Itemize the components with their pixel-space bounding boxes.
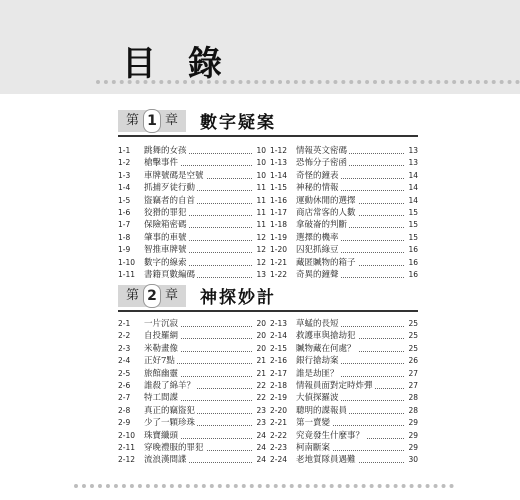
toc-entry-number: 2-9 — [118, 418, 131, 428]
toc-entry-page: 15 — [406, 207, 418, 219]
toc-entry-title: 運動休閒的選擇 — [296, 195, 356, 206]
toc-entry-title: 贓物藏在何處？ — [296, 343, 356, 354]
toc-entry-number: 1-14 — [270, 170, 288, 180]
chapter-2-right-column — [270, 318, 418, 467]
toc-entry-number: 2-21 — [270, 418, 288, 428]
toc-entry-title: 奇怪的鐘表 — [296, 170, 339, 181]
toc-entry-number: 1-2 — [118, 158, 131, 168]
toc-entry-title: 聰明的諜報員 — [296, 405, 348, 416]
toc-entry-title: 少了一顆珍珠 — [144, 418, 196, 429]
toc-entry — [270, 145, 418, 157]
chapter-2-label — [118, 285, 186, 307]
toc-entry — [270, 442, 418, 454]
toc-entry — [270, 207, 418, 219]
toc-entry — [118, 232, 266, 244]
chapter-1-right-column — [270, 145, 418, 281]
toc-entry-number: 1-1 — [118, 146, 131, 155]
toc-entry — [270, 244, 418, 256]
chapter-2-left-column — [118, 318, 266, 467]
toc-entry-number: 2-22 — [270, 430, 288, 440]
toc-entry-title: 情報員面對定時炸彈 — [296, 380, 373, 391]
toc-entry — [118, 442, 266, 454]
toc-entry-number: 2-12 — [118, 455, 136, 465]
toc-entry-title: 流浪漢間諜 — [144, 455, 187, 466]
toc-entry — [118, 368, 266, 380]
toc-entry-page: 13 — [406, 145, 418, 157]
toc-entry-title: 特工間諜 — [144, 393, 179, 404]
chapter-1-heading — [118, 108, 418, 138]
toc-entry — [118, 417, 266, 429]
toc-entry-title: 草蜢的長短 — [296, 319, 339, 329]
toc-entry-title: 保險箱密碼 — [144, 220, 187, 231]
toc-entry-page: 10 — [254, 170, 266, 182]
chapter-1-left-column — [118, 145, 266, 281]
toc-entry — [270, 454, 418, 466]
toc-entry-page: 16 — [406, 257, 418, 269]
toc-entry-number: 1-15 — [270, 183, 288, 193]
toc-entry-number: 1-4 — [118, 183, 131, 193]
toc-entry-title: 珠寶纖頭 — [144, 430, 179, 441]
toc-entry-number: 1-16 — [270, 195, 288, 205]
toc-entry-number: 2-20 — [270, 405, 288, 415]
toc-entry-number: 2-17 — [270, 368, 288, 378]
toc-entry — [118, 269, 266, 281]
toc-entry-title: 誰是劫匪？ — [296, 368, 339, 379]
toc-entry — [270, 417, 418, 429]
toc-entry-title: 一片沉寂 — [144, 319, 179, 329]
toc-entry-title: 抓捕歹徒行動 — [144, 183, 196, 194]
toc-entry-page: 12 — [254, 244, 266, 256]
toc-entry-page: 24 — [254, 454, 266, 466]
toc-entry-page: 20 — [254, 330, 266, 342]
toc-entry-page: 16 — [406, 269, 418, 281]
toc-entry-page: 22 — [254, 392, 266, 404]
toc-entry-number: 2-14 — [270, 331, 288, 341]
toc-entry — [118, 257, 266, 269]
toc-entry — [270, 157, 418, 169]
toc-entry-title: 槍擊事件 — [144, 158, 179, 169]
toc-entry-page: 12 — [254, 257, 266, 269]
toc-entry-page: 15 — [406, 219, 418, 231]
toc-entry — [118, 380, 266, 392]
toc-entry — [118, 392, 266, 404]
toc-entry-page: 11 — [254, 195, 266, 207]
toc-entry-title: 智推車牌號 — [144, 245, 187, 256]
chapter-2-number: 2 — [143, 284, 161, 308]
chapter-1-number: 1 — [143, 109, 161, 133]
toc-entry-page: 23 — [254, 405, 266, 417]
toc-entry-page: 13 — [406, 157, 418, 169]
toc-entry-title: 誰殺了綿羊？ — [144, 380, 196, 391]
toc-entry-title: 第一賣變 — [296, 418, 331, 429]
toc-entry — [270, 343, 418, 355]
toc-entry-number: 1-10 — [118, 257, 136, 267]
toc-entry — [270, 368, 418, 380]
toc-entry-number: 2-7 — [118, 393, 131, 403]
toc-entry-page: 27 — [406, 368, 418, 380]
toc-entry — [118, 318, 266, 330]
toc-entry-title: 米勒畫像 — [144, 343, 179, 354]
chapter-2-prefix: 第 — [126, 288, 140, 303]
toc-entry — [118, 219, 266, 231]
toc-entry-number: 2-5 — [118, 368, 131, 378]
toc-entry-page: 13 — [254, 269, 266, 281]
toc-entry-title: 正好7點 — [144, 356, 175, 367]
toc-entry-page: 25 — [406, 318, 418, 330]
toc-entry-number: 2-11 — [118, 442, 136, 452]
toc-entry — [270, 257, 418, 269]
toc-entry-number: 2-2 — [118, 331, 131, 341]
toc-entry-page: 29 — [406, 430, 418, 442]
toc-entry — [270, 232, 418, 244]
dotted-divider-bottom — [74, 484, 454, 488]
chapter-1-prefix: 第 — [126, 113, 140, 128]
toc-entry — [270, 430, 418, 442]
toc-entry-page: 16 — [406, 244, 418, 256]
toc-entry-number: 2-19 — [270, 393, 288, 403]
chapter-1-suffix: 章 — [165, 113, 179, 128]
toc-entry-page: 23 — [254, 417, 266, 429]
toc-entry-page: 29 — [406, 442, 418, 454]
chapter-2-heading — [118, 283, 418, 313]
toc-entry-page: 15 — [406, 232, 418, 244]
toc-entry-page: 11 — [254, 207, 266, 219]
toc-entry-number: 1-19 — [270, 232, 288, 242]
toc-entry-page: 10 — [254, 157, 266, 169]
toc-entry-page: 22 — [254, 380, 266, 392]
toc-entry-title: 數字的線索 — [144, 257, 187, 268]
toc-entry-page: 21 — [254, 355, 266, 367]
toc-entry — [270, 330, 418, 342]
toc-entry-page: 25 — [406, 343, 418, 355]
toc-entry-number: 2-23 — [270, 442, 288, 452]
toc-entry — [270, 182, 418, 194]
toc-entry-number: 1-3 — [118, 170, 131, 180]
chapter-2-title: 神探妙計 — [200, 288, 276, 308]
toc-entry-page: 14 — [406, 182, 418, 194]
toc-entry-number: 1-6 — [118, 207, 131, 217]
chapter-1-label — [118, 110, 186, 132]
toc-entry-number: 2-6 — [118, 380, 131, 390]
toc-entry — [270, 380, 418, 392]
toc-entry-title: 跳舞的女孩 — [144, 146, 187, 156]
page-title: 目 錄 — [122, 44, 232, 84]
toc-entry-title: 商店常客的人數 — [296, 207, 356, 218]
toc-entry-number: 2-3 — [118, 343, 131, 353]
toc-entry — [118, 330, 266, 342]
toc-entry-page: 20 — [254, 318, 266, 330]
toc-entry-number: 1-20 — [270, 245, 288, 255]
toc-entry-page: 27 — [406, 380, 418, 392]
toc-entry-number: 1-8 — [118, 232, 131, 242]
toc-entry — [270, 195, 418, 207]
toc-entry-title: 救護車與搶劫犯 — [296, 331, 356, 342]
toc-entry-number: 1-18 — [270, 220, 288, 230]
toc-entry — [118, 195, 266, 207]
chapter-1-rule — [118, 135, 418, 137]
chapter-2-suffix: 章 — [165, 288, 179, 303]
toc-entry-number: 1-17 — [270, 207, 288, 217]
toc-entry-page: 25 — [406, 330, 418, 342]
toc-entry-title: 神秘的情報 — [296, 183, 339, 194]
toc-entry-number: 2-15 — [270, 343, 288, 353]
toc-entry-title: 囚犯抓綠豆 — [296, 245, 339, 256]
toc-entry-title: 盜竊者的自首 — [144, 195, 196, 206]
toc-entry-number: 1-7 — [118, 220, 131, 230]
toc-entry-title: 情報英文密碼 — [296, 146, 348, 156]
toc-entry — [118, 405, 266, 417]
toc-entry — [270, 170, 418, 182]
toc-entry — [270, 219, 418, 231]
toc-entry-number: 2-8 — [118, 405, 131, 415]
toc-entry-page: 10 — [254, 145, 266, 157]
toc-entry-title: 書籍頁數編碼 — [144, 269, 196, 280]
toc-entry-title: 選擇的機率 — [296, 232, 339, 243]
toc-entry — [270, 405, 418, 417]
toc-entry-page: 30 — [406, 454, 418, 466]
toc-entry-number: 1-13 — [270, 158, 288, 168]
toc-entry-number: 1-12 — [270, 146, 288, 155]
toc-entry — [118, 170, 266, 182]
toc-entry-number: 2-10 — [118, 430, 136, 440]
toc-entry-number: 2-18 — [270, 380, 288, 390]
toc-entry — [118, 157, 266, 169]
toc-entry-number: 1-5 — [118, 195, 131, 205]
toc-entry-page: 24 — [254, 430, 266, 442]
toc-entry — [118, 430, 266, 442]
toc-entry-number: 1-9 — [118, 245, 131, 255]
toc-entry-title: 老地質隊員遇難 — [296, 455, 356, 466]
toc-entry-title: 穿晚禮服的罪犯 — [144, 442, 204, 453]
toc-entry-page: 28 — [406, 405, 418, 417]
toc-entry — [118, 207, 266, 219]
toc-entry-title: 恐怖分子密函 — [296, 158, 348, 169]
toc-entry — [118, 343, 266, 355]
toc-entry-title: 大偵探羅波 — [296, 393, 339, 404]
dotted-divider-top — [96, 80, 520, 84]
toc-entry-number: 2-13 — [270, 319, 288, 328]
toc-entry — [270, 355, 418, 367]
toc-entry-number: 1-11 — [118, 269, 136, 279]
toc-entry — [270, 318, 418, 330]
chapter-2-rule — [118, 310, 418, 312]
toc-entry-title: 銀行搶劫案 — [296, 356, 339, 367]
toc-entry — [118, 145, 266, 157]
toc-entry-title: 自投羅網 — [144, 331, 179, 342]
toc-entry — [118, 244, 266, 256]
toc-entry — [270, 392, 418, 404]
toc-entry-number: 1-22 — [270, 269, 288, 279]
toc-entry-number: 2-4 — [118, 356, 131, 366]
toc-entry-page: 29 — [406, 417, 418, 429]
toc-entry — [270, 269, 418, 281]
toc-entry-number: 2-16 — [270, 356, 288, 366]
toc-entry-number: 2-24 — [270, 455, 288, 465]
toc-entry-title: 奇異的鐘聲 — [296, 269, 339, 280]
toc-entry-page: 12 — [254, 232, 266, 244]
toc-entry-page: 21 — [254, 368, 266, 380]
toc-entry-title: 狡猾的罪犯 — [144, 207, 187, 218]
toc-entry-title: 柯南斷案 — [296, 442, 331, 453]
toc-entry — [118, 355, 266, 367]
toc-entry — [118, 182, 266, 194]
toc-entry-title: 真正的竊盜犯 — [144, 405, 196, 416]
toc-entry — [118, 454, 266, 466]
toc-entry-title: 藏匿贓物的箱子 — [296, 257, 356, 268]
toc-entry-page: 24 — [254, 442, 266, 454]
toc-entry-page: 28 — [406, 392, 418, 404]
toc-entry-page: 26 — [406, 355, 418, 367]
toc-entry-page: 20 — [254, 343, 266, 355]
toc-entry-number: 2-1 — [118, 319, 131, 328]
toc-entry-title: 肇事的車號 — [144, 232, 187, 243]
toc-entry-title: 車牌號碼是空號 — [144, 170, 204, 181]
toc-entry-page: 11 — [254, 219, 266, 231]
toc-entry-page: 11 — [254, 182, 266, 194]
toc-entry-title: 究竟發生什麼事？ — [296, 430, 365, 441]
toc-entry-title: 拿破崙的判斷 — [296, 220, 348, 231]
toc-entry-page: 14 — [406, 170, 418, 182]
chapter-1-title: 數字疑案 — [200, 113, 276, 133]
toc-entry-title: 旅館幽靈 — [144, 368, 179, 379]
toc-entry-number: 1-21 — [270, 257, 288, 267]
toc-entry-page: 14 — [406, 195, 418, 207]
